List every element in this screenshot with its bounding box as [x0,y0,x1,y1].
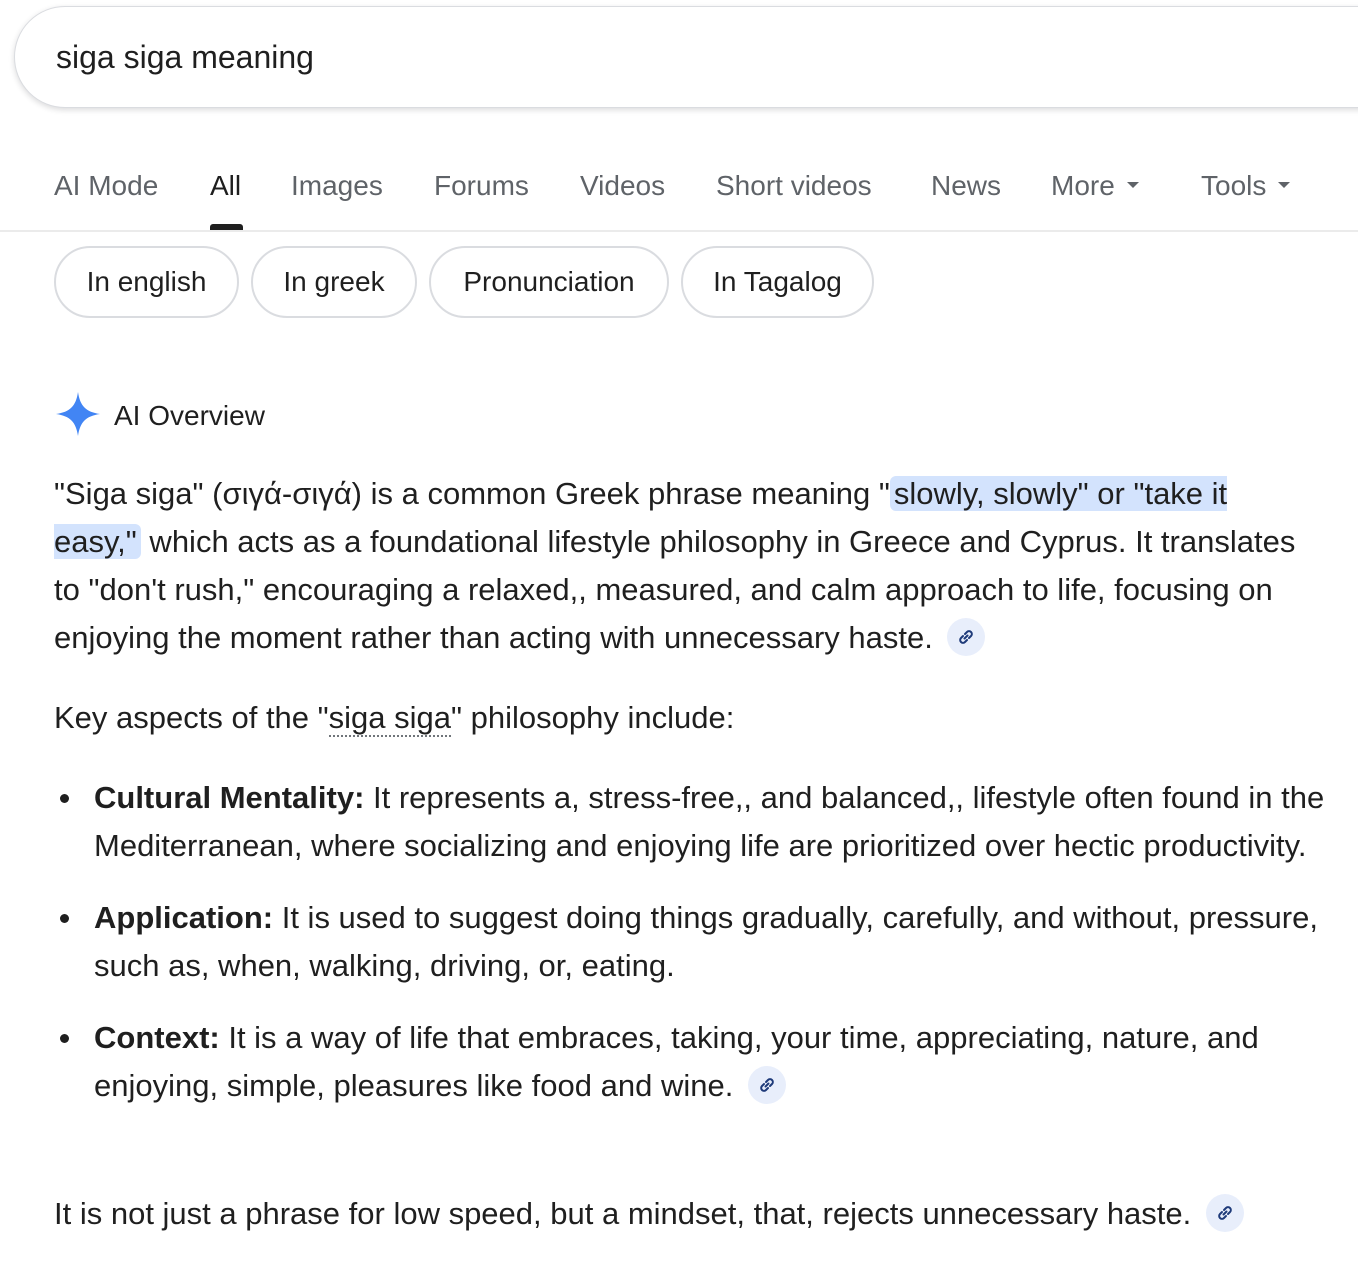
term-siga-siga[interactable]: siga siga [328,700,452,735]
tab-ai-mode[interactable]: AI Mode [54,170,159,201]
key-aspects-list [54,774,1344,1134]
chip-in-english[interactable]: In english [54,246,239,318]
link-icon [1215,1203,1235,1223]
tab-more-label: More [1051,170,1115,201]
tab-tools[interactable] [1201,170,1290,202]
list-item [54,894,1344,990]
tabs-divider [0,230,1358,232]
closing-text: It is not just a phrase for low speed, but a mindset, that, rejects unnecessary haste. [54,1196,1192,1231]
search-input[interactable]: siga siga meaning [56,39,314,75]
key-aspects-text-end: " philosophy include: [451,700,735,735]
intro-text-end: which acts as a foundational lifestyle philosophy in Greece and Cyprus. It translates to "don't rush," encouraging a relaxed,, measured, and calm approach to life, focusing on enjoying the moment rather than acting with unnecessary haste. [54,524,1296,655]
bullet-text: It represents a, stress-free,, and balanced,, lifestyle often found in the Mediterranean, where socializing and enjoying life are prioritized over hectic productivity. [94,780,1325,863]
source-link-button[interactable] [947,618,985,656]
source-link-button[interactable] [748,1066,786,1104]
chip-pronunciation[interactable]: Pronunciation [429,246,669,318]
caret-down-icon [1278,182,1290,188]
tab-more[interactable] [1051,170,1139,202]
chip-in-tagalog[interactable]: In Tagalog [681,246,874,318]
bullet-text: It is used to suggest doing things gradually, carefully, and without, pressure, such as, when, walking, driving, or, eating. [94,900,1318,983]
tab-news[interactable]: News [931,170,1002,201]
tab-images[interactable]: Images [291,170,383,201]
gemini-star-icon [54,390,102,438]
bullet-text: It is a way of life that embraces, taking, your time, appreciating, nature, and enjoying, simple, pleasures like food and wine. [94,1020,1259,1103]
bullet-title: Application: [94,900,274,935]
link-icon [757,1075,777,1095]
caret-down-icon [1127,182,1139,188]
chip-in-greek[interactable]: In greek [251,246,417,318]
ai-overview-closing [54,1190,1344,1238]
search-tabs [0,150,1358,230]
tab-forums[interactable]: Forums [434,170,529,201]
bullet-title: Context: [94,1020,220,1055]
intro-highlight: slowly, slowly" or "take it easy," [54,476,1228,559]
list-item [54,774,1344,870]
intro-text-start: "Siga siga" (σιγά-σιγά) is a common Greek phrase meaning " [54,476,890,511]
link-icon [956,627,976,647]
ai-overview-title: AI Overview [114,400,265,431]
tab-short-videos[interactable]: Short videos [716,170,872,201]
key-aspects-text-start: Key aspects of the " [54,700,329,735]
list-item [54,1014,1344,1110]
ai-overview-intro [54,470,1314,662]
source-link-button[interactable] [1206,1194,1244,1232]
key-aspects-intro [54,694,1314,742]
tab-tools-label: Tools [1201,170,1267,201]
tab-all[interactable]: All [210,170,242,201]
search-box[interactable] [14,6,1358,108]
tab-videos[interactable]: Videos [580,170,666,201]
bullet-title: Cultural Mentality: [94,780,365,815]
